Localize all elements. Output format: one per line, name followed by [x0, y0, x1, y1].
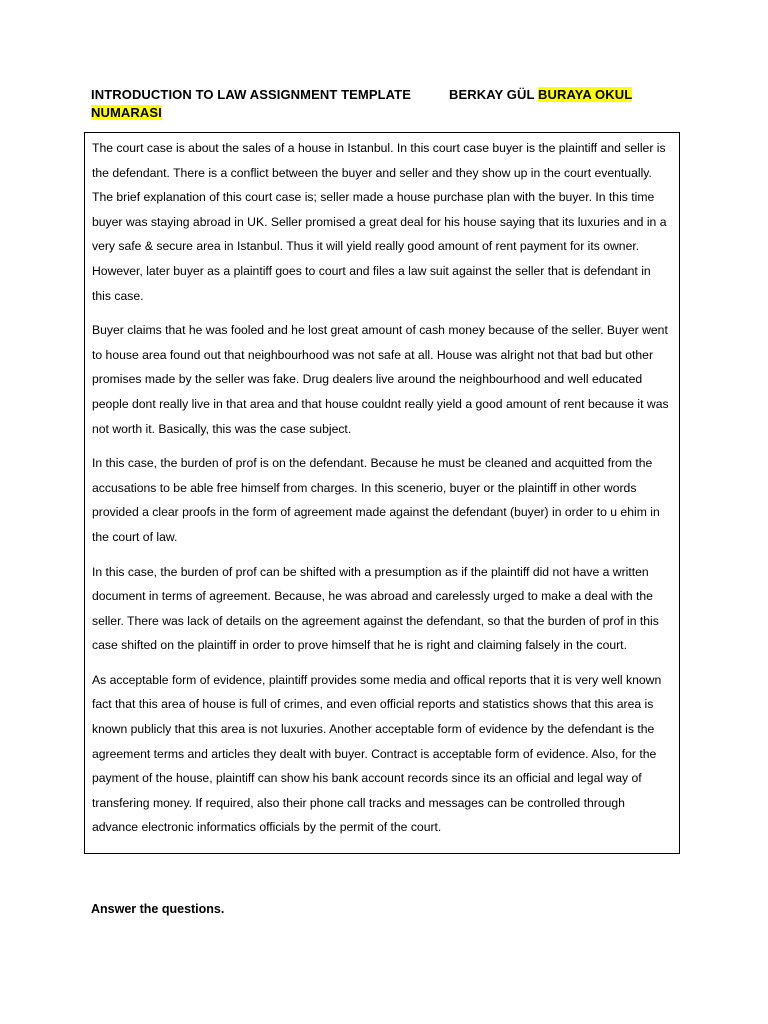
paragraph-burden-of-proof: In this case, the burden of prof is on the defendant. Because he must be cleaned and acquitted from the accusations to be able free himself from charges. In this scenerio, buyer or the plaintiff in other words provided a clear proofs in the form of agreement made against the defendant (buyer) in order to u ehim in the court of law. [92, 456, 660, 544]
paragraph-evidence: As acceptable form of evidence, plaintiff provides some media and offical reports that it is very well known fact that this area of house is full of crimes, and even official reports and statistics shows that this area is known publicly that this area is not luxuries. Another acceptable form of evidence by the defendant is the agreement terms and articles they dealt with buyer. Contract is acceptable form of evidence. Also, for the payment of the house, plaintiff can show his bank account records since its an official and legal way of transfering money. If required, also their phone call tracks and messages can be controlled through advance electronic informatics officials by the permit of the court. [92, 672, 662, 835]
student-number-placeholder: BURAYA OKUL NUMARASI [91, 87, 633, 120]
author-name: BERKAY GÜL [448, 87, 535, 102]
document-header [91, 86, 651, 122]
case-text-box [84, 132, 680, 854]
paragraph-case-summary: The court case is about the sales of a house in Istanbul. In this court case buyer is the plaintiff and seller is the defendant. There is a conflict between the buyer and seller and they show up in the court eventually. The brief explanation of this court case is; seller made a house purchase plan with the buyer. In this time buyer was staying abroad in UK. Seller promised a great deal for his house saying that its luxuries and in a very safe & secure area in Istanbul. Thus it will yield really good amount of rent payment for its owner. However, later buyer as a plaintiff goes to court and files a law suit against the seller that is defendant in this case. [92, 141, 667, 303]
paragraph-burden-shift: In this case, the burden of prof can be shifted with a presumption as if the plaintiff did not have a written document in terms of agreement. Because, he was abroad and carelessly urged to make a deal with the seller. There was lack of details on the agreement against the defendant, so that the burden of prof in this case shifted on the plaintiff in order to prove himself that he is right and claiming falsely in the court. [92, 564, 659, 653]
paragraph-buyer-claims: Buyer claims that he was fooled and he lost great amount of cash money because of the seller. Buyer went to house area found out that neighbourhood was not safe at all. House was alright not that bad but other promises made by the seller was fake. Drug dealers live around the neighbourhood and well educated people dont really live in that area and that house couldnt really yield a good amount of rent because it was not worth it. Basically, this was the case subject. [92, 323, 669, 436]
assignment-title: INTRODUCTION TO LAW ASSIGNMENT TEMPLATE [91, 87, 411, 102]
answer-prompt: Answer the questions. [91, 902, 225, 916]
